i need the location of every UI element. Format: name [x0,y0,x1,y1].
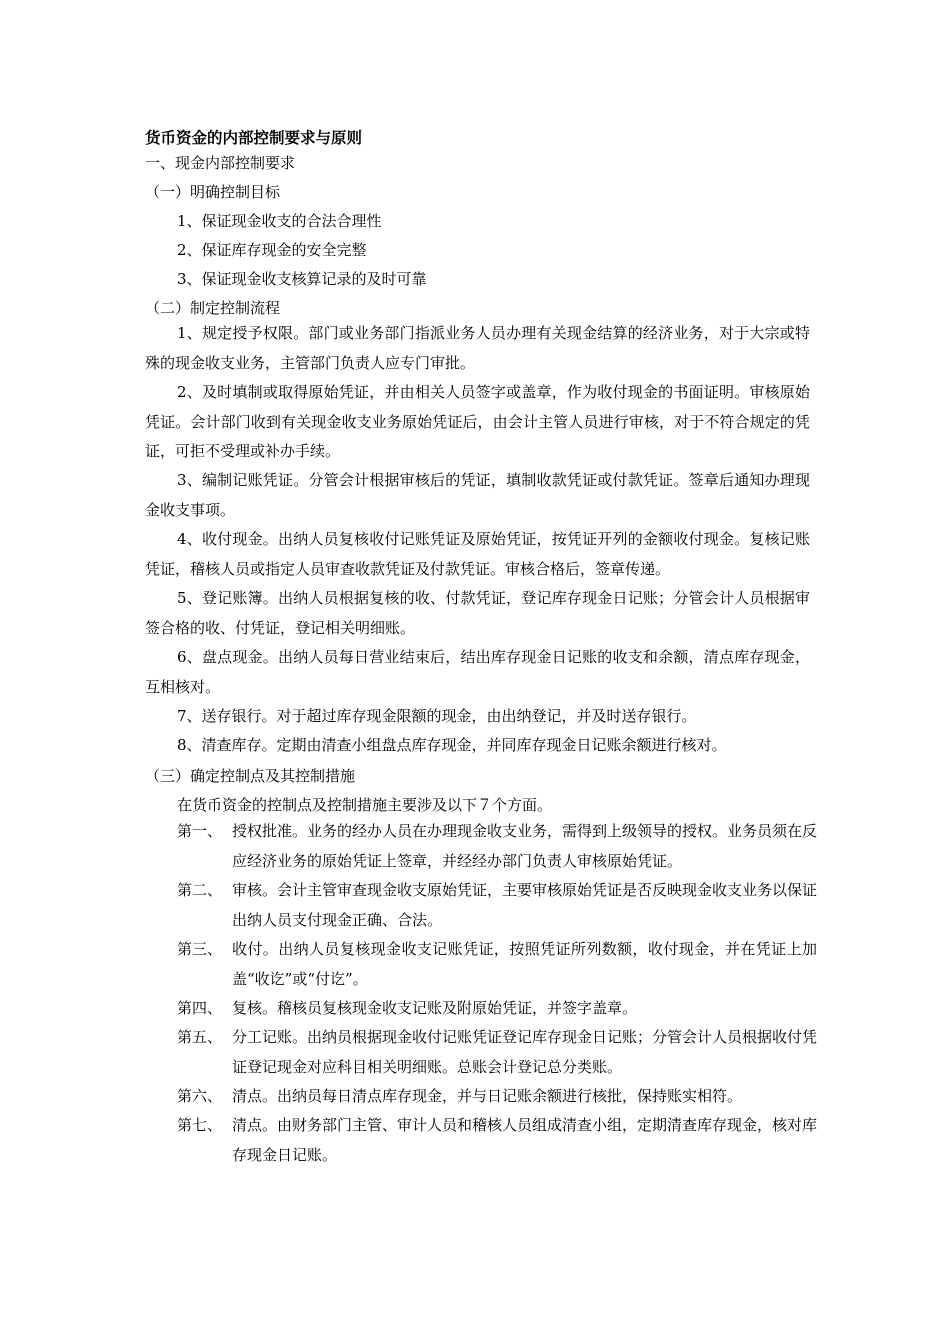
control-point-text: 分工记账。出纳员根据现金收付记账凭证登记库存现金日记账；分管会计人员根据收付凭证登记现金对应科目相关明细账。总账会计登记总分类账。 [232,1028,818,1076]
document-title: 货币资金的内部控制要求与原则 [145,129,363,147]
control-points-intro: 在货币资金的控制点及控制措施主要涉及以下７个方面。 [177,796,553,814]
control-point-label: 第四、 [177,999,223,1017]
control-point-text: 授权批准。业务的经办人员在办理现金收支业务，需得到上级领导的授权。业务员须在反应经济业务的原始凭证上签章，并经经办部门负责人审核原始凭证。 [232,822,818,870]
control-point-text: 复核。稽核员复核现金收支记账及附原始凭证，并签字盖章。 [232,999,638,1017]
process-paragraph: 4、收付现金。出纳人员复核收付记账凭证及原始凭证，按凭证开列的金额收付现金。复核记账凭证，稽核人员或指定人员审查收款凭证及付款凭证。审核合格后，签章传递。 [145,530,810,578]
objective-item: 2、保证库存现金的安全完整 [177,241,367,259]
process-paragraph: 5、登记账簿。出纳人员根据复核的收、付款凭证，登记库存现金日记账；分管会计人员根据审签合格的收、付凭证，登记相关明细账。 [145,589,810,637]
control-point-label: 第五、 [177,1028,223,1046]
control-point-label: 第三、 [177,940,223,958]
control-point [177,1023,817,1082]
control-point-text: 清点。由财务部门主管、审计人员和稽核人员组成清查小组，定期清查库存现金，核对库存现金日记账。 [232,1116,818,1164]
objective-item: 1、保证现金收支的合法合理性 [177,212,382,230]
control-point [177,876,817,935]
process-paragraph: 3、编制记账凭证。分管会计根据审核后的凭证，填制收款凭证或付款凭证。签章后通知办理现金收支事项。 [145,471,810,519]
control-point-text: 清点。出纳员每日清点库存现金，并与日记账余额进行核批，保持账实相符。 [232,1087,743,1105]
subsection-heading-process: （二）制定控制流程 [145,299,281,317]
process-paragraph: 8、清查库存。定期由清查小组盘点库存现金，并同库存现金日记账余额进行核对。 [177,736,727,754]
control-point [177,817,817,876]
process-paragraph: 2、及时填制或取得原始凭证，并由相关人员签字或盖章，作为收付现金的书面证明。审核原始凭证。会计部门收到有关现金收支业务原始凭证后，由会计主管人员进行审核，对于不符合规定的凭证，可拒不受理或补办手续。 [145,383,810,460]
control-point-text: 审核。会计主管审查现金收支原始凭证，主要审核原始凭证是否反映现金收支业务以保证出纳人员支付现金正确、合法。 [232,881,818,929]
control-point [177,994,817,1024]
control-point-label: 第二、 [177,881,223,899]
section-heading-cash-control: 一、现金内部控制要求 [145,154,296,172]
control-point [177,935,817,994]
control-point-label: 第七、 [177,1116,223,1134]
process-paragraph: 7、送存银行。对于超过库存现金限额的现金，由出纳登记，并及时送存银行。 [177,707,697,725]
control-point [177,1111,817,1170]
control-point-label: 第一、 [177,822,223,840]
objective-item: 3、保证现金收支核算记录的及时可靠 [177,270,427,288]
process-paragraph: 1、规定授予权限。部门或业务部门指派业务人员办理有关现金结算的经济业务，对于大宗或特殊的现金收支业务，主管部门负责人应专门审批。 [145,324,810,372]
process-paragraph: 6、盘点现金。出纳人员每日营业结束后，结出库存现金日记账的收支和余额，清点库存现金，互相核对。 [145,648,810,696]
control-point-text: 收付。出纳人员复核现金收支记账凭证，按照凭证所列数额，收付现金，并在凭证上加盖“收讫”或“付讫”。 [232,940,817,988]
subsection-heading-control-points: （三）确定控制点及其控制措施 [145,767,356,785]
control-point [177,1082,817,1112]
control-point-label: 第六、 [177,1087,223,1105]
subsection-heading-objectives: （一）明确控制目标 [145,183,281,201]
